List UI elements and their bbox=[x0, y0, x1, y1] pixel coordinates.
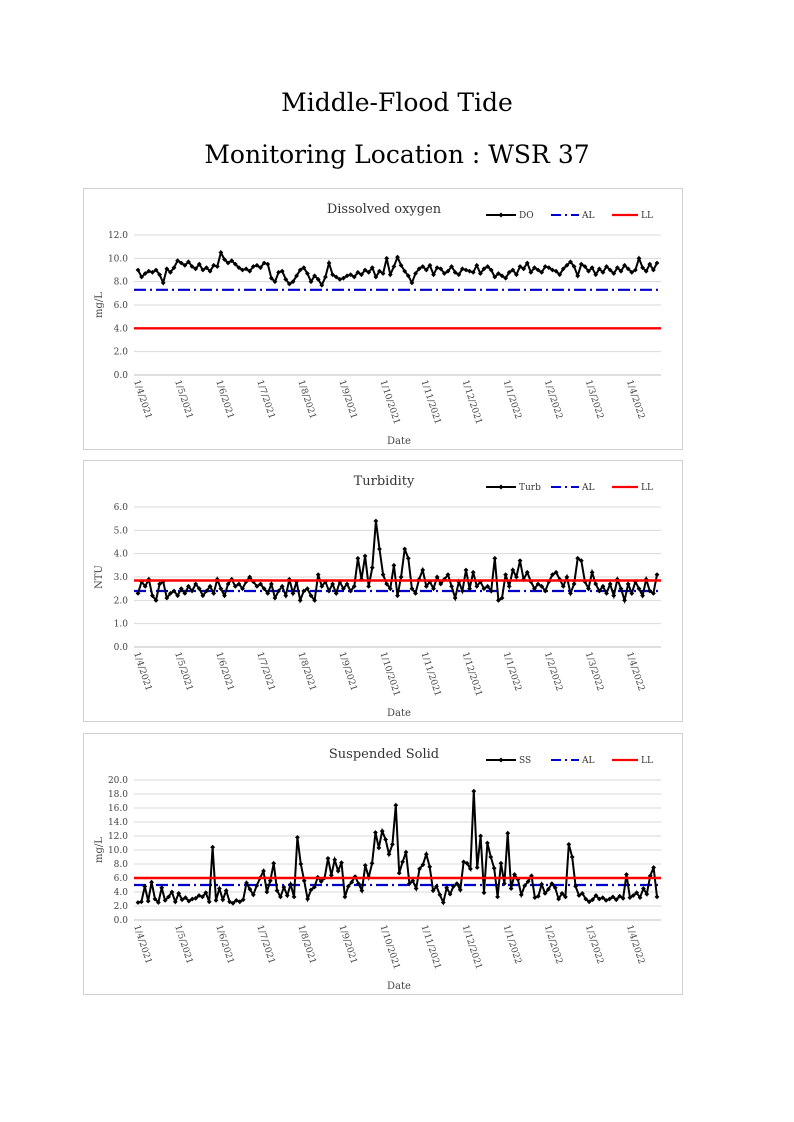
x-axis-label: Date bbox=[387, 981, 411, 992]
x-tick-label: 1/4/2022 bbox=[623, 923, 646, 966]
y-tick-label: 6.0 bbox=[113, 503, 128, 513]
data-point bbox=[139, 899, 144, 904]
x-tick-label: 1/4/2021 bbox=[131, 378, 154, 421]
data-point bbox=[566, 842, 571, 847]
y-tick-label: 2.0 bbox=[113, 902, 128, 912]
data-point bbox=[159, 885, 164, 890]
legend-marker bbox=[499, 758, 504, 763]
x-tick-label: 1/2/2022 bbox=[541, 650, 564, 693]
x-tick-label: 1/4/2022 bbox=[623, 650, 646, 693]
data-point bbox=[136, 900, 141, 905]
data-point bbox=[518, 558, 523, 563]
data-point bbox=[366, 584, 371, 589]
data-point bbox=[377, 547, 382, 552]
x-tick-label: 1/3/2022 bbox=[582, 378, 605, 421]
data-point bbox=[149, 880, 154, 885]
legend-label: DO bbox=[519, 211, 534, 221]
data-point bbox=[269, 582, 274, 587]
chart-dissolved-oxygen bbox=[83, 188, 683, 450]
data-point bbox=[265, 262, 270, 267]
data-point bbox=[373, 830, 378, 835]
legend-label: AL bbox=[582, 756, 595, 766]
x-tick-label: 1/9/2021 bbox=[336, 650, 359, 693]
chart-turbidity-svg bbox=[84, 461, 684, 723]
data-point bbox=[611, 593, 616, 598]
x-tick-label: 1/1/2022 bbox=[500, 378, 523, 421]
chart-suspended-solid-svg bbox=[84, 734, 684, 996]
legend-label: SS bbox=[519, 756, 532, 766]
chart-title: Suspended Solid bbox=[328, 747, 440, 762]
y-tick-label: 10.0 bbox=[107, 254, 128, 265]
legend-label: LL bbox=[641, 483, 653, 493]
x-tick-label: 1/11/2021 bbox=[418, 378, 443, 426]
data-point bbox=[214, 898, 219, 903]
data-point bbox=[387, 852, 392, 857]
y-axis-label: mg/L bbox=[94, 837, 105, 863]
page-title: Middle-Flood Tide bbox=[281, 88, 513, 117]
legend-marker bbox=[499, 213, 504, 218]
y-tick-label: 4.0 bbox=[113, 549, 128, 560]
x-tick-label: 1/4/2022 bbox=[623, 378, 646, 421]
x-tick-label: 1/10/2021 bbox=[377, 923, 402, 971]
y-tick-label: 1.0 bbox=[113, 619, 128, 630]
data-point bbox=[373, 519, 378, 524]
data-point bbox=[503, 572, 508, 577]
data-point bbox=[399, 575, 404, 580]
data-point bbox=[326, 856, 331, 861]
data-point bbox=[464, 268, 469, 273]
x-tick-label: 1/12/2021 bbox=[459, 378, 484, 426]
y-tick-label: 6.0 bbox=[113, 301, 128, 311]
data-point bbox=[485, 841, 490, 846]
x-tick-label: 1/11/2021 bbox=[418, 650, 443, 698]
data-point bbox=[370, 565, 375, 570]
x-tick-label: 1/3/2022 bbox=[582, 650, 605, 693]
data-point bbox=[449, 584, 454, 589]
x-tick-label: 1/7/2021 bbox=[254, 378, 277, 421]
data-point bbox=[343, 895, 348, 900]
chart-title: Dissolved oxygen bbox=[326, 202, 442, 217]
y-tick-label: 4.0 bbox=[113, 324, 128, 335]
chart-suspended-solid bbox=[83, 733, 683, 995]
data-point bbox=[509, 886, 514, 891]
data-point bbox=[464, 568, 469, 573]
y-axis-label: mg/L bbox=[94, 292, 105, 318]
x-tick-label: 1/11/2021 bbox=[418, 923, 443, 971]
x-tick-label: 1/6/2021 bbox=[213, 923, 236, 966]
data-point bbox=[471, 570, 476, 575]
data-point bbox=[384, 256, 389, 261]
x-tick-label: 1/5/2021 bbox=[172, 378, 195, 421]
data-point bbox=[467, 269, 472, 274]
data-point bbox=[492, 556, 497, 561]
legend-label: AL bbox=[582, 483, 595, 493]
chart-dissolved-oxygen-svg bbox=[84, 189, 684, 451]
x-tick-label: 1/1/2022 bbox=[500, 650, 523, 693]
chart-title: Turbidity bbox=[353, 474, 415, 489]
legend-marker bbox=[499, 485, 504, 490]
data-point bbox=[265, 890, 270, 895]
data-point bbox=[507, 584, 512, 589]
data-point bbox=[391, 563, 396, 568]
data-point bbox=[363, 554, 368, 559]
data-point bbox=[505, 831, 510, 836]
data-point bbox=[427, 864, 432, 869]
y-tick-label: 12.0 bbox=[107, 231, 128, 241]
y-tick-label: 8.0 bbox=[113, 860, 128, 870]
y-tick-label: 2.0 bbox=[113, 347, 128, 358]
data-point bbox=[393, 803, 398, 808]
y-tick-label: 20.0 bbox=[107, 776, 128, 786]
x-tick-label: 1/3/2022 bbox=[582, 923, 605, 966]
x-tick-label: 1/2/2022 bbox=[541, 923, 564, 966]
data-point bbox=[217, 886, 222, 891]
x-tick-label: 1/4/2021 bbox=[131, 650, 154, 693]
data-point bbox=[215, 264, 220, 269]
data-point bbox=[655, 895, 660, 900]
data-point bbox=[395, 593, 400, 598]
data-point bbox=[570, 855, 575, 860]
x-tick-label: 1/4/2021 bbox=[131, 923, 154, 966]
data-point bbox=[271, 861, 276, 866]
x-tick-label: 1/9/2021 bbox=[336, 378, 359, 421]
data-point bbox=[397, 871, 402, 876]
legend-label: AL bbox=[582, 211, 595, 221]
x-tick-label: 1/6/2021 bbox=[213, 650, 236, 693]
x-tick-label: 1/8/2021 bbox=[295, 650, 318, 693]
legend-label: LL bbox=[641, 211, 653, 221]
y-tick-label: 18.0 bbox=[107, 790, 128, 800]
data-point bbox=[292, 895, 297, 900]
data-point bbox=[424, 852, 429, 857]
y-tick-label: 4.0 bbox=[113, 888, 128, 898]
x-tick-label: 1/8/2021 bbox=[295, 378, 318, 421]
x-axis-label: Date bbox=[387, 708, 411, 719]
data-point bbox=[453, 596, 458, 601]
data-point bbox=[471, 789, 476, 794]
data-point bbox=[332, 857, 337, 862]
data-point bbox=[355, 556, 360, 561]
data-point bbox=[146, 899, 151, 904]
y-tick-label: 0.0 bbox=[113, 371, 128, 381]
x-tick-label: 1/2/2022 bbox=[541, 378, 564, 421]
data-point bbox=[327, 261, 332, 266]
data-point bbox=[390, 842, 395, 847]
data-point bbox=[370, 861, 375, 866]
x-tick-label: 1/5/2021 bbox=[172, 650, 195, 693]
x-tick-label: 1/5/2021 bbox=[172, 923, 195, 966]
x-tick-label: 1/7/2021 bbox=[254, 650, 277, 693]
data-point bbox=[475, 865, 480, 870]
y-tick-label: 8.0 bbox=[113, 277, 128, 288]
x-tick-label: 1/6/2021 bbox=[213, 378, 236, 421]
x-tick-label: 1/9/2021 bbox=[336, 923, 359, 966]
x-tick-label: 1/8/2021 bbox=[295, 923, 318, 966]
y-tick-label: 6.0 bbox=[113, 874, 128, 884]
x-tick-label: 1/12/2021 bbox=[459, 923, 484, 971]
y-tick-label: 16.0 bbox=[107, 804, 128, 814]
data-point bbox=[316, 572, 321, 577]
y-tick-label: 12.0 bbox=[107, 832, 128, 842]
data-point bbox=[210, 845, 215, 850]
chart-turbidity bbox=[83, 460, 683, 722]
data-point bbox=[298, 862, 303, 867]
data-point bbox=[655, 572, 660, 577]
data-point bbox=[624, 872, 629, 877]
x-tick-label: 1/12/2021 bbox=[459, 650, 484, 698]
y-axis-label: NTU bbox=[94, 565, 105, 589]
y-tick-label: 3.0 bbox=[113, 573, 128, 583]
x-tick-label: 1/1/2022 bbox=[500, 923, 523, 966]
x-tick-label: 1/10/2021 bbox=[377, 650, 402, 698]
page-subtitle: Monitoring Location : WSR 37 bbox=[204, 140, 590, 169]
data-point bbox=[482, 890, 487, 895]
data-point bbox=[488, 855, 493, 860]
x-tick-label: 1/10/2021 bbox=[377, 378, 402, 426]
y-tick-label: 0.0 bbox=[113, 916, 128, 926]
y-tick-label: 14.0 bbox=[107, 818, 128, 828]
x-tick-label: 1/7/2021 bbox=[254, 923, 277, 966]
legend-label: LL bbox=[641, 756, 653, 766]
data-point bbox=[495, 895, 500, 900]
data-point bbox=[590, 570, 595, 575]
data-point bbox=[478, 834, 483, 839]
data-point bbox=[492, 866, 497, 871]
x-axis-label: Date bbox=[387, 436, 411, 447]
y-tick-label: 10.0 bbox=[107, 846, 128, 856]
data-point bbox=[499, 861, 504, 866]
data-point bbox=[622, 598, 627, 603]
y-tick-label: 2.0 bbox=[113, 596, 128, 607]
legend-label: Turb bbox=[519, 483, 541, 493]
y-tick-label: 5.0 bbox=[113, 526, 128, 537]
y-tick-label: 0.0 bbox=[113, 643, 128, 653]
